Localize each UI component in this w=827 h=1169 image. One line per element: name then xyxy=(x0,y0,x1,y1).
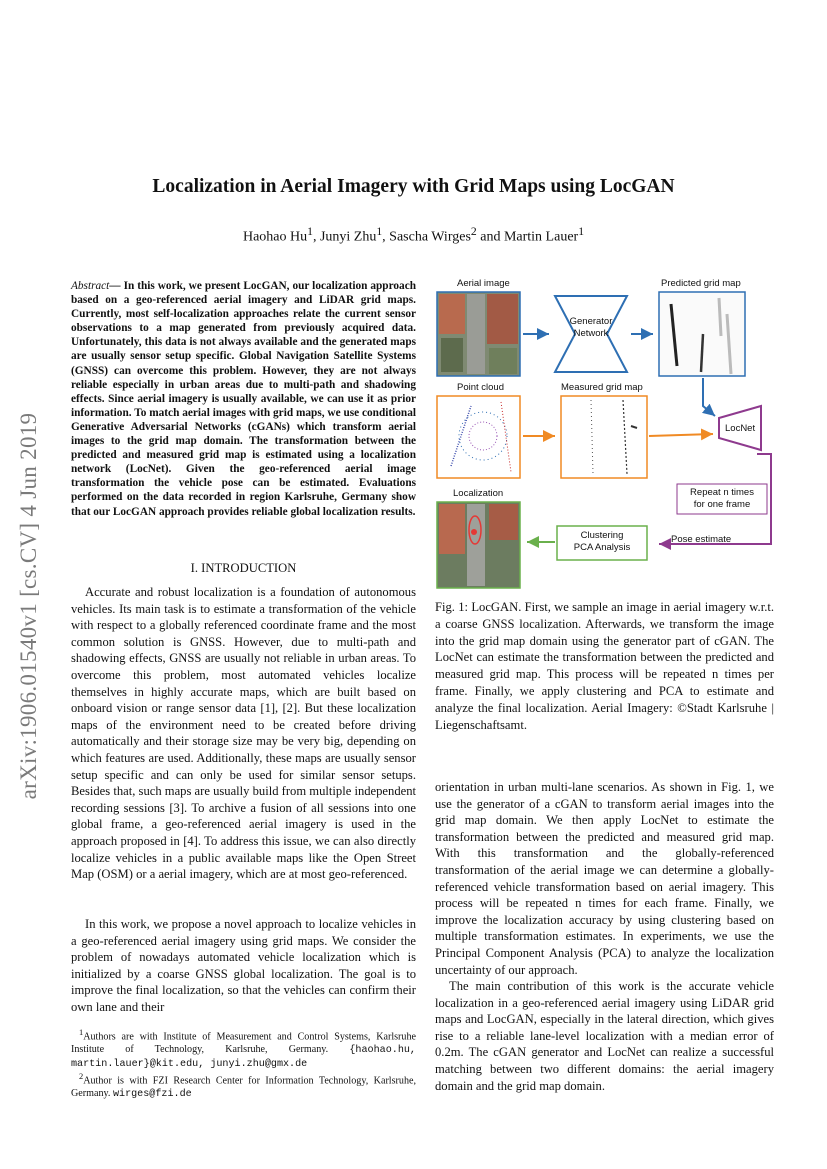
point-cloud-thumbnail xyxy=(437,396,520,478)
label-measured-grid-map: Measured grid map xyxy=(561,382,643,393)
arxiv-id: arXiv:1906.01540v1 [cs.CV] 4 Jun 2019 xyxy=(16,412,41,800)
author-affiliation-mark: 1 xyxy=(578,225,585,238)
label-localization: Localization xyxy=(453,488,504,499)
author-list: Haohao Hu$^1$, Junyi Zhu$^1$, Sascha Wirges$^2$ and Martin Lauer$^1$ xyxy=(242,225,585,245)
repeat-label: Repeat n times for one frame xyxy=(690,487,754,510)
aerial-image-thumbnail xyxy=(437,292,520,376)
clustering-label: Clustering PCA Analysis xyxy=(573,530,631,553)
body-paragraph: orientation in urban multi-lane scenarios. As shown in Fig. 1, we use the generator of a cGAN to transform aerial images into the grid map domain. We then apply LocNet to estimate the transformation between the predicted and measured grid map. With this transformation and the globally-referenced transformation of the aerial image we can determine a globally-referenced vehicle transformation based on aerial imagery. This process will be repeated n times for each frame. Finally, we improve the localization accuracy by using clustering based on multiple transformation estimates. In experiments, we use the Principal Component Analysis (PCA) to analyze the localization uncertainty of our approach. xyxy=(435,780,774,977)
localization-thumbnail xyxy=(437,502,520,588)
arxiv-sidebar-identifier xyxy=(14,376,44,836)
footnotes xyxy=(71,1027,416,1102)
author-name: Junyi Zhu xyxy=(319,229,377,245)
footnote: $^1$Authors are with Institute of Measurement and Control Systems, Karlsruhe Institute of Technology, Karlsruhe, Germany. {haohao.hu, martin.lauer}@kit.edu, junyi.zhu@gmx.de xyxy=(71,1028,416,1070)
generator-network-label: Generator Network xyxy=(569,316,613,339)
abstract-label: Abstract xyxy=(71,280,110,292)
intro-paragraph: Accurate and robust localization is a foundation of autonomous vehicles. Its main task is to estimate a transformation of the vehicle with respect to a globally referenced coordinate frame and the most common solution is GNSS. However, due to multi-path and shadowing effects, GNSS are usually not reliable in urban areas. To overcome this problem, most automated vehicles localize themselves in highly accurate maps, which are built based on onboard vision or range sensor data [1], [2]. But these localization maps of the environment need to be created before driving automatically and their storage size may be very big, depending on which features are used. Additionally, these maps are usually sensor setup specific and can only be used for similar sensor setups. Besides that, such maps are usually build from multiple independent recording sessions [3]. To archive a fusion of all sessions into one global frame, a geo-referenced aerial imagery is used in the approach proposed in [4]. To address this issue, we can also directly localize vehicles in a public available maps like the Open Street Map (OSM) or a aerial imagery, which are at most geo-referenced. xyxy=(71,585,416,882)
label-predicted-grid-map: Predicted grid map xyxy=(661,278,741,289)
author-name: Sascha Wirges xyxy=(389,229,471,245)
predicted-grid-map-thumbnail xyxy=(659,292,745,376)
arrow xyxy=(703,378,715,416)
measured-grid-map-thumbnail xyxy=(561,396,647,478)
section-heading-introduction: I. INTRODUCTION xyxy=(190,561,297,575)
figure-1-pipeline-diagram xyxy=(431,276,781,591)
author-name: Haohao Hu xyxy=(242,229,308,245)
author-affiliation-mark: 2 xyxy=(470,225,477,238)
footnote: $^2$Author is with FZI Research Center for Information Technology, Karlsruhe, Germany. wirges@fzi.de xyxy=(71,1072,416,1101)
abstract xyxy=(71,279,416,519)
author-affiliation-mark: 1 xyxy=(307,225,313,238)
intro-paragraph: In this work, we propose a novel approach to localize vehicles in a geo-referenced aerial imagery using grid maps. We consider the problem of nowadays automated vehicle localization which is initialized by a coarse GNSS global localization. The goal is to improve the final localization, so that the vehicles can confirm their own lane and their xyxy=(71,917,416,1014)
label-aerial-image: Aerial image xyxy=(457,278,510,289)
pose-estimate-label: Pose estimate xyxy=(671,534,732,545)
figure-1-caption: Fig. 1: LocGAN. First, we sample an image in aerial imagery w.r.t. a coarse GNSS localization. Afterwards, we transform the image into the grid map domain using the generator part of cGAN. The LocNet can estimate the transformation between the predicted and measured grid map. This process will be repeated n times per frame. Finally, we apply clustering and PCA to estimate and analyze the final localization. Aerial Imagery: ©Stadt Karlsruhe | Liegenschaftsamt. xyxy=(435,600,774,732)
label-point-cloud: Point cloud xyxy=(457,382,505,393)
arrow xyxy=(649,434,713,436)
body-paragraph: The main contribution of this work is the accurate vehicle localization in a geo-referenced aerial imagery using LiDAR grid maps and LocGAN, especially in the lateral direction, which gives rise to a reliable lane-level localization with a median error of 0.2m. The cGAN generator and LocNet can realize a successful matching between two different domains: the aerial imagery domain and the grid map domain. xyxy=(435,979,774,1093)
paper-title: Localization in Aerial Imagery with Grid Maps using LocGAN xyxy=(152,176,675,197)
abstract-text: — In this work, we present LocGAN, our localization approach based on a geo-referenced aerial imagery and LiDAR grid maps. Currently, most self-localization approaches relate the current sensor observations to a map generated from previously acquired data. Unfortunately, this data is not always available and the generated maps are usually sensor setup specific. Global Navigation Satellite Systems (GNSS) can overcome this problem. However, they are not always reliable especially in urban areas due to multi-path and shadowing effects. Since aerial imagery is usually available, we can use it as prior information. To match aerial images with grid maps, we use conditional Generative Adversarial Networks (cGANs) which transform aerial images to the grid map domain. The transformation between the predicted and measured grid map is estimated using a localization network (LocNet). Given the geo-referenced aerial image transformation the vehicle pose can be estimated. Evaluations performed on the data recorded in region Karlsruhe, Germany show that our LocGAN approach provides reliable global localization results. xyxy=(71,280,416,518)
author-name: Martin Lauer xyxy=(503,229,579,245)
email-address: {haohao.hu, martin.lauer}@kit.edu, junyi.zhu@gmx.de xyxy=(71,1044,416,1070)
author-affiliation-mark: 1 xyxy=(376,225,383,238)
locnet-label: LocNet xyxy=(725,423,756,434)
email-address: wirges@fzi.de xyxy=(112,1089,192,1101)
